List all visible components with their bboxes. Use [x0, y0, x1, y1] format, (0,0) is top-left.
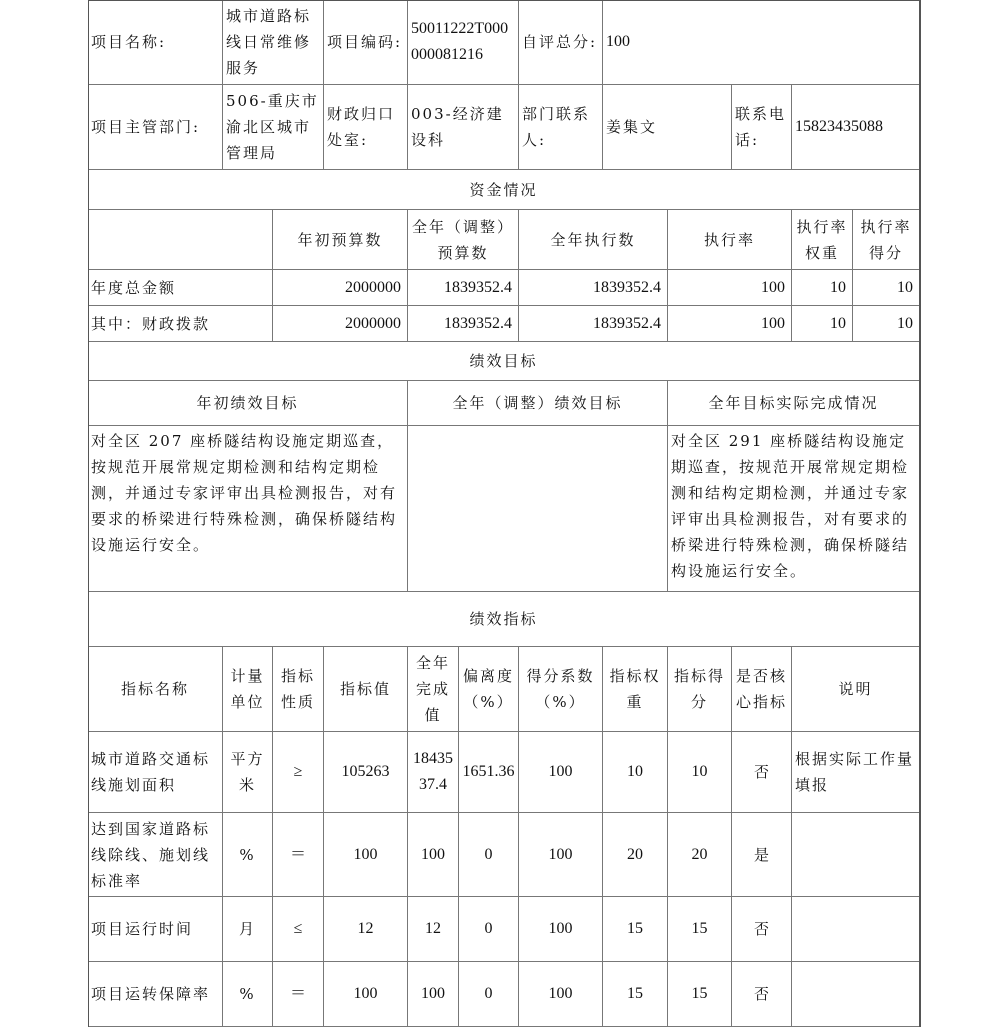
indicator-value-text: 1843537.4 [413, 750, 453, 793]
funds-value-text: 2000000 [345, 314, 401, 332]
dept-value [223, 85, 324, 170]
funds-column-header [792, 210, 853, 270]
indicator-column-header [88, 647, 223, 732]
indicator-value [459, 962, 519, 1027]
indicator-core-flag-text: 是 [753, 845, 769, 864]
indicator-value [408, 732, 459, 813]
indicator-value-text: ＝ [289, 985, 306, 1002]
indicator-unit [223, 897, 273, 962]
funds-column-header [408, 210, 519, 270]
goals-column-header [408, 381, 668, 426]
project-name-value-text: 城市道路标线日常维修服务 [226, 7, 312, 77]
goals-section-title-text: 绩效目标 [469, 352, 538, 370]
indicator-unit [223, 962, 273, 1027]
indicator-value-text: 0 [484, 845, 493, 863]
phone-value-text: 15823435088 [795, 118, 883, 135]
indicator-value-text: 12 [425, 920, 441, 937]
indicator-value-text: 0 [484, 920, 493, 937]
indicator-core-flag [732, 897, 792, 962]
indicator-column-header [459, 647, 519, 732]
goals-column-header-text: 全年目标实际完成情况 [708, 394, 879, 412]
indicator-value-text: ＝ [289, 845, 306, 863]
indicator-value [603, 897, 668, 962]
indicator-value [603, 962, 668, 1027]
indicator-value-text: 100 [421, 845, 445, 863]
indicator-value-text: 100 [548, 985, 573, 1002]
finance-office-label-text: 财政归口处室: [327, 105, 396, 149]
funds-value-text: 1839352.4 [444, 314, 512, 332]
indicator-column-header-text: 得分系数（%） [526, 667, 595, 711]
indicators-section-title-text: 绩效指标 [469, 610, 538, 628]
indicator-column-header [668, 647, 732, 732]
funds-value-text: 2000000 [345, 278, 401, 296]
funds-column-header-text: 执行率 [703, 230, 755, 249]
goals-column-header [88, 381, 408, 426]
dept-label [88, 85, 223, 170]
funds-value-text: 10 [830, 314, 846, 332]
funds-section-title [88, 170, 920, 210]
indicator-value [324, 813, 408, 897]
indicator-value [519, 897, 603, 962]
indicator-value [603, 813, 668, 897]
indicator-note [792, 962, 920, 1027]
goals-column-header-text: 年初绩效目标 [196, 394, 299, 412]
indicator-core-flag-text: 否 [753, 920, 769, 938]
indicator-value [408, 962, 459, 1027]
indicator-value-text: 15 [691, 985, 708, 1002]
indicator-column-header-text: 偏离度（%） [462, 667, 514, 711]
indicator-note [792, 813, 920, 897]
self-score-label-text: 自评总分: [522, 33, 598, 51]
indicator-value-text: 20 [691, 845, 708, 863]
contact-label [519, 85, 603, 170]
contact-value-text: 姜集文 [606, 118, 658, 136]
indicator-name [88, 813, 223, 897]
indicator-value-text: 100 [548, 763, 573, 780]
funds-column-header-text: 执行率权重 [796, 217, 848, 262]
funds-value [408, 306, 519, 342]
indicator-value-text: 15 [627, 985, 643, 1002]
project-name-label [88, 0, 223, 85]
indicator-value [324, 732, 408, 813]
project-name-value [223, 0, 324, 85]
indicator-value-text: 0 [484, 985, 493, 1002]
contact-label-text: 部门联系人: [522, 105, 591, 149]
indicator-value [408, 897, 459, 962]
indicator-value-text: 105263 [341, 763, 390, 780]
indicator-value-text: 1651.36 [462, 763, 515, 780]
project-code-value [408, 0, 519, 85]
indicator-value-text: 100 [548, 845, 573, 863]
indicator-value-text: 12 [357, 920, 374, 937]
finance-office-label [324, 85, 408, 170]
funds-value [792, 270, 853, 306]
indicator-value [459, 732, 519, 813]
indicator-column-header-text: 指标性质 [280, 667, 315, 711]
indicator-value [668, 962, 732, 1027]
indicator-value-text: 10 [627, 763, 643, 780]
indicator-name [88, 897, 223, 962]
contact-value [603, 85, 732, 170]
indicator-core-flag [732, 962, 792, 1027]
indicator-value-text: 10 [691, 763, 708, 780]
funds-value [273, 270, 408, 306]
project-name-label-text: 项目名称: [91, 33, 167, 51]
actual-completion-text-text: 对全区 291 座桥隧结构设施定期巡查，按规范开展常规定期检测和结构定期检测，并通过专家评审出具检测报告，对有要求的桥梁进行特殊检测，确保桥隧结构设施运行安全。 [671, 432, 910, 580]
indicator-value-text: 15 [691, 920, 708, 937]
indicator-unit [223, 813, 273, 897]
phone-label [732, 85, 792, 170]
indicator-unit-text: % [239, 845, 256, 864]
project-code-label [324, 0, 408, 85]
indicator-value [668, 732, 732, 813]
phone-label-text: 联系电话: [735, 105, 787, 149]
dept-value-text: 506-重庆市渝北区城市管理局 [226, 92, 319, 162]
project-code-value-text: 50011222T000000081216 [411, 20, 509, 63]
funds-section-title-text: 资金情况 [469, 180, 538, 199]
funds-row-label [88, 270, 273, 306]
phone-value [792, 85, 920, 170]
indicator-note-text: 根据实际工作量填报 [795, 750, 915, 794]
indicator-value [519, 813, 603, 897]
indicator-value [603, 732, 668, 813]
funds-column-header [273, 210, 408, 270]
funds-value-text: 10 [897, 314, 913, 332]
indicator-value-text: 100 [421, 985, 445, 1002]
indicator-value-text: 100 [548, 920, 573, 937]
indicator-column-header [273, 647, 324, 732]
indicator-value [273, 732, 324, 813]
self-score-label [519, 0, 603, 85]
indicator-value [668, 813, 732, 897]
indicator-column-header-text: 指标值 [339, 680, 391, 698]
funds-value [668, 270, 792, 306]
indicator-unit [223, 732, 273, 813]
funds-value-text: 1839352.4 [593, 314, 661, 332]
indicator-value [519, 962, 603, 1027]
initial-goal-text [88, 426, 408, 592]
indicator-column-header [324, 647, 408, 732]
indicator-value-text: ≥ [293, 763, 303, 780]
funds-value [273, 306, 408, 342]
indicator-core-flag [732, 813, 792, 897]
indicator-value [459, 897, 519, 962]
self-score-value [603, 0, 920, 85]
indicator-value [459, 813, 519, 897]
funds-value-text: 100 [761, 314, 785, 332]
funds-column-header-text: 全年执行数 [550, 230, 636, 249]
indicator-column-header [519, 647, 603, 732]
indicator-column-header-text: 指标名称 [120, 680, 189, 698]
funds-column-header [88, 210, 273, 270]
indicator-value-text: 100 [353, 845, 378, 863]
funds-value-text: 10 [830, 278, 846, 296]
funds-column-header [853, 210, 920, 270]
indicator-name-text: 城市道路交通标线施划面积 [91, 750, 211, 794]
indicator-column-header [732, 647, 792, 732]
funds-row-label [88, 306, 273, 342]
indicator-column-header [408, 647, 459, 732]
indicator-value [408, 813, 459, 897]
funds-value-text: 1839352.4 [444, 278, 512, 296]
funds-row-label-text: 年度总金额 [91, 278, 177, 297]
funds-value-text: 100 [761, 278, 785, 296]
finance-office-value-text: 003-经济建设科 [411, 105, 504, 149]
indicator-column-header-text: 说明 [838, 680, 873, 698]
indicator-column-header [603, 647, 668, 732]
indicator-value [273, 962, 324, 1027]
funds-value [519, 270, 668, 306]
funds-column-header [519, 210, 668, 270]
dept-label-text: 项目主管部门: [91, 118, 201, 136]
indicator-value-text: ≤ [293, 920, 303, 937]
indicator-value [519, 732, 603, 813]
self-score-value-text: 100 [606, 33, 630, 50]
indicator-note [792, 732, 920, 813]
adjusted-goal-text [408, 426, 668, 592]
indicator-value [324, 897, 408, 962]
funds-column-header-text: 执行率得分 [860, 217, 912, 262]
indicator-value-text: 100 [353, 985, 378, 1002]
indicator-value [324, 962, 408, 1027]
indicator-value [668, 897, 732, 962]
indicator-name [88, 732, 223, 813]
finance-office-value [408, 85, 519, 170]
indicator-column-header [223, 647, 273, 732]
indicator-value-text: 20 [627, 845, 643, 863]
indicator-column-header-text: 指标权重 [609, 667, 661, 711]
indicator-column-header-text: 指标得分 [673, 667, 725, 711]
indicator-name [88, 962, 223, 1027]
funds-value [519, 306, 668, 342]
indicator-value [273, 813, 324, 897]
indicator-name-text: 项目运转保障率 [91, 985, 211, 1003]
indicator-column-header-text: 全年完成值 [415, 654, 450, 724]
indicator-unit-text: 平方米 [230, 750, 265, 794]
project-code-label-text: 项目编码: [327, 33, 403, 51]
funds-value-text: 1839352.4 [593, 278, 661, 296]
funds-value [853, 270, 920, 306]
indicator-value-text: 15 [627, 920, 643, 937]
funds-value [668, 306, 792, 342]
initial-goal-text-text: 对全区 207 座桥隧结构设施定期巡查，按规范开展常规定期检测和结构定期检测，并通过专家评审出具检测报告，对有要求的桥梁进行特殊检测，确保桥隧结构设施运行安全。 [91, 432, 398, 554]
actual-completion-text [668, 426, 920, 592]
funds-value-text: 10 [897, 278, 913, 296]
indicator-unit-text: 月 [238, 920, 256, 938]
indicator-name-text: 项目运行时间 [91, 920, 194, 938]
funds-column-header-text: 全年（调整）预算数 [411, 217, 514, 262]
indicator-core-flag [732, 732, 792, 813]
goals-column-header [668, 381, 920, 426]
indicator-column-header [792, 647, 920, 732]
indicator-note [792, 897, 920, 962]
indicator-column-header-text: 计量单位 [230, 667, 265, 711]
funds-value [853, 306, 920, 342]
goals-column-header-text: 全年（调整）绩效目标 [452, 394, 623, 412]
funds-value [792, 306, 853, 342]
indicator-value [273, 897, 324, 962]
indicator-name-text: 达到国家道路标线除线、施划线标准率 [91, 819, 211, 890]
indicator-unit-text: % [239, 985, 256, 1003]
funds-value [408, 270, 519, 306]
goals-section-title [88, 342, 920, 381]
funds-column-header-text: 年初预算数 [297, 230, 383, 249]
funds-column-header [668, 210, 792, 270]
indicator-column-header-text: 是否核心指标 [735, 667, 787, 711]
indicators-section-title [88, 592, 920, 647]
funds-row-label-text: 其中：财政拨款 [91, 314, 211, 333]
indicator-core-flag-text: 否 [753, 985, 769, 1003]
indicator-core-flag-text: 否 [753, 763, 769, 781]
